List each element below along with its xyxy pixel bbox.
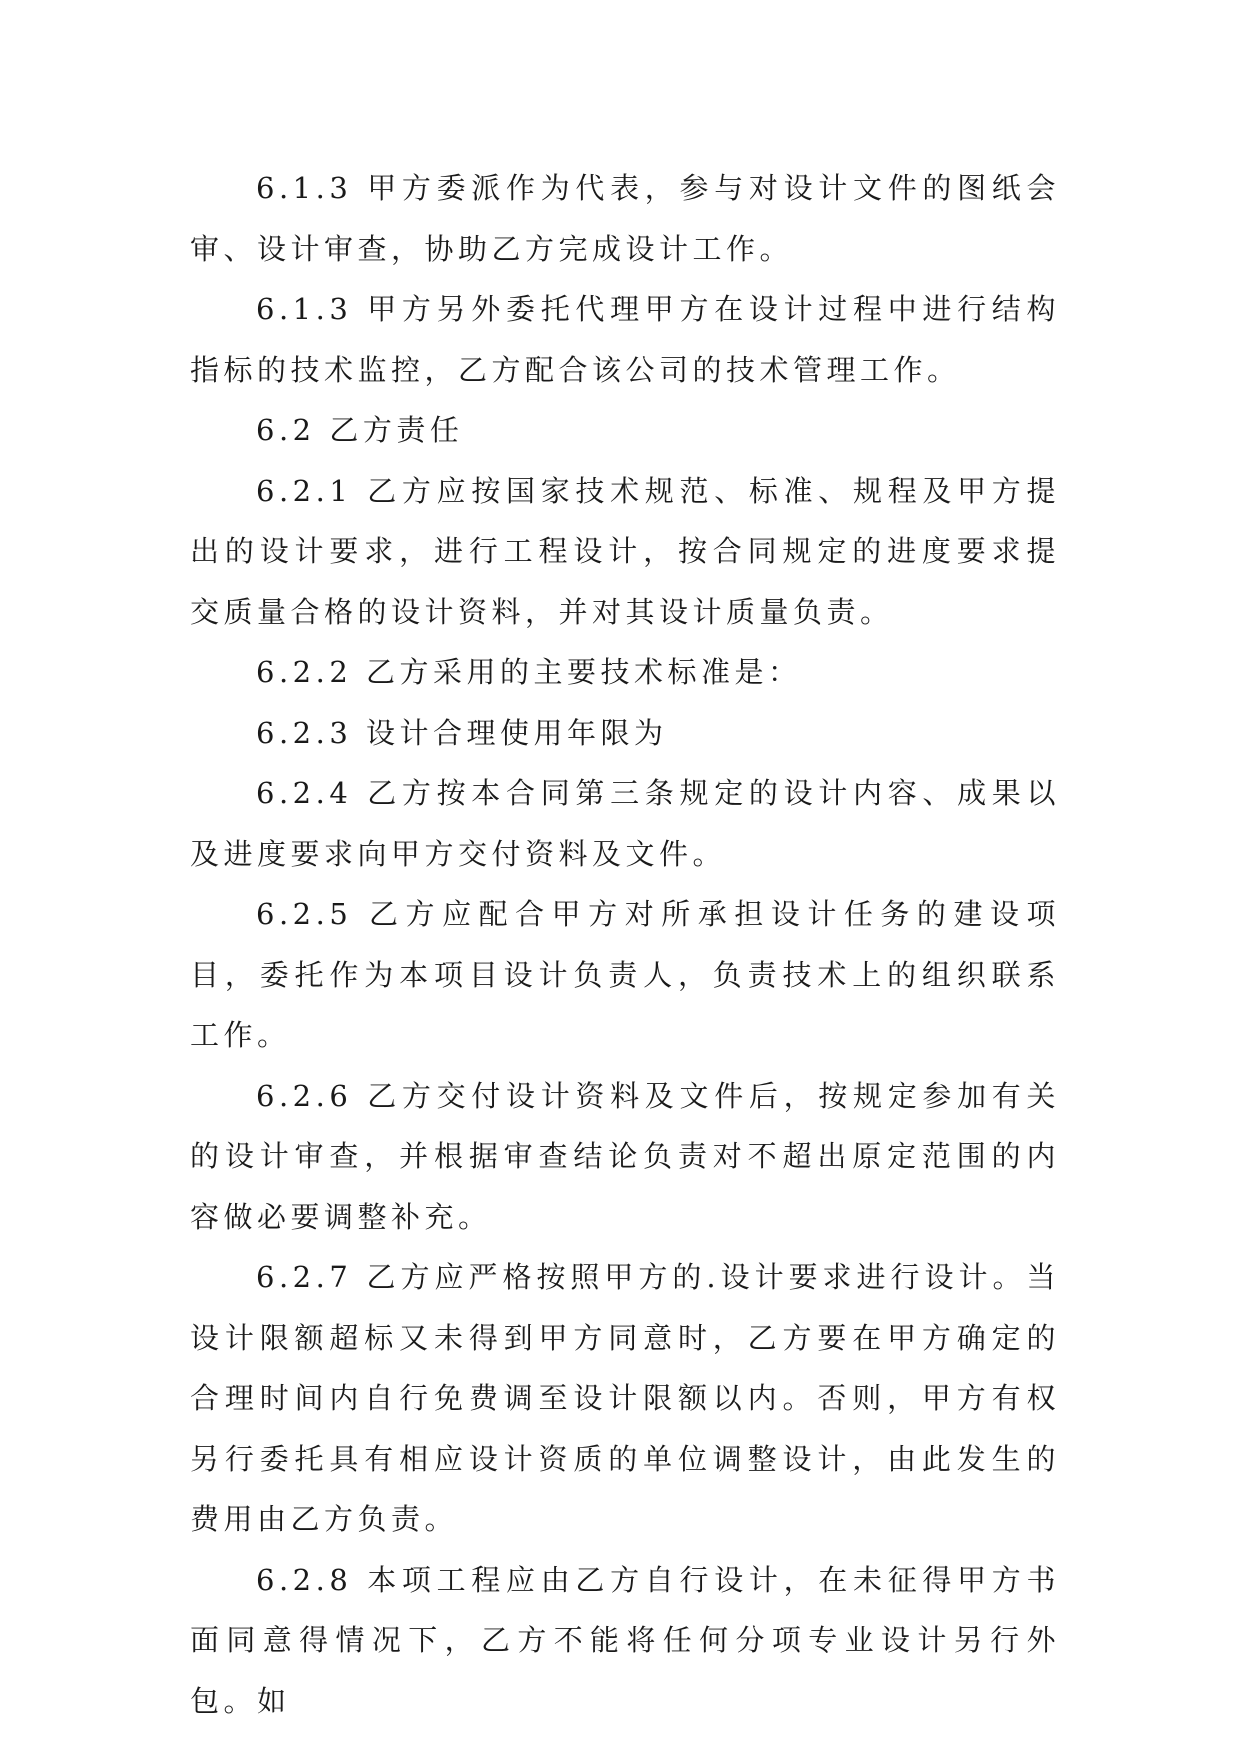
clause-6-2-3: 6.2.3 设计合理使用年限为: [256, 715, 668, 750]
clause-6-1-3-a: 6.1.3 甲方委派作为代表，参与对设计文件的图纸会审、设计审查，协助乙方完成设计工作。: [190, 171, 1060, 266]
clause-6-2-8: 6.2.8 本项工程应由乙方自行设计，在未征得甲方书面同意得情况下，乙方不能将任何分项专业设计另行外包。如: [190, 1562, 1060, 1718]
clause-6-2-1: 6.2.1 乙方应按国家技术规范、标准、规程及甲方提出的设计要求，进行工程设计，按合同规定的进度要求提交质量合格的设计资料，并对其设计质量负责。: [190, 473, 1060, 629]
clause-6-2-2: 6.2.2 乙方采用的主要技术标准是：: [256, 655, 802, 689]
clause-6-2-6: 6.2.6 乙方交付设计资料及文件后，按规定参加有关的设计审查，并根据审查结论负责对不超出原定范围的内容做必要调整补充。: [190, 1078, 1060, 1234]
clause-6-2-5: 6.2.5 乙方应配合甲方对所承担设计任务的建设项目，委托作为本项目设计负责人，负责技术上的组织联系工作。: [190, 897, 1060, 1052]
document-body: [190, 158, 1060, 1731]
clause-6-1-3-b: 6.1.3 甲方另外委托代理甲方在设计过程中进行结构指标的技术监控，乙方配合该公司的技术管理工作。: [190, 292, 1060, 387]
clause-6-2-4: 6.2.4 乙方按本合同第三条规定的设计内容、成果以及进度要求向甲方交付资料及文件。: [190, 776, 1060, 871]
clause-6-2-7: 6.2.7 乙方应严格按照甲方的.设计要求进行设计。当设计限额超标又未得到甲方同意时，乙方要在甲方确定的合理时间内自行免费调至设计限额以内。否则，甲方有权另行委托具有相应设计资质的单位调整设计，由此发生的费用由乙方负责。: [190, 1260, 1060, 1536]
section-heading-6-2: 6.2 乙方责任: [256, 413, 464, 447]
